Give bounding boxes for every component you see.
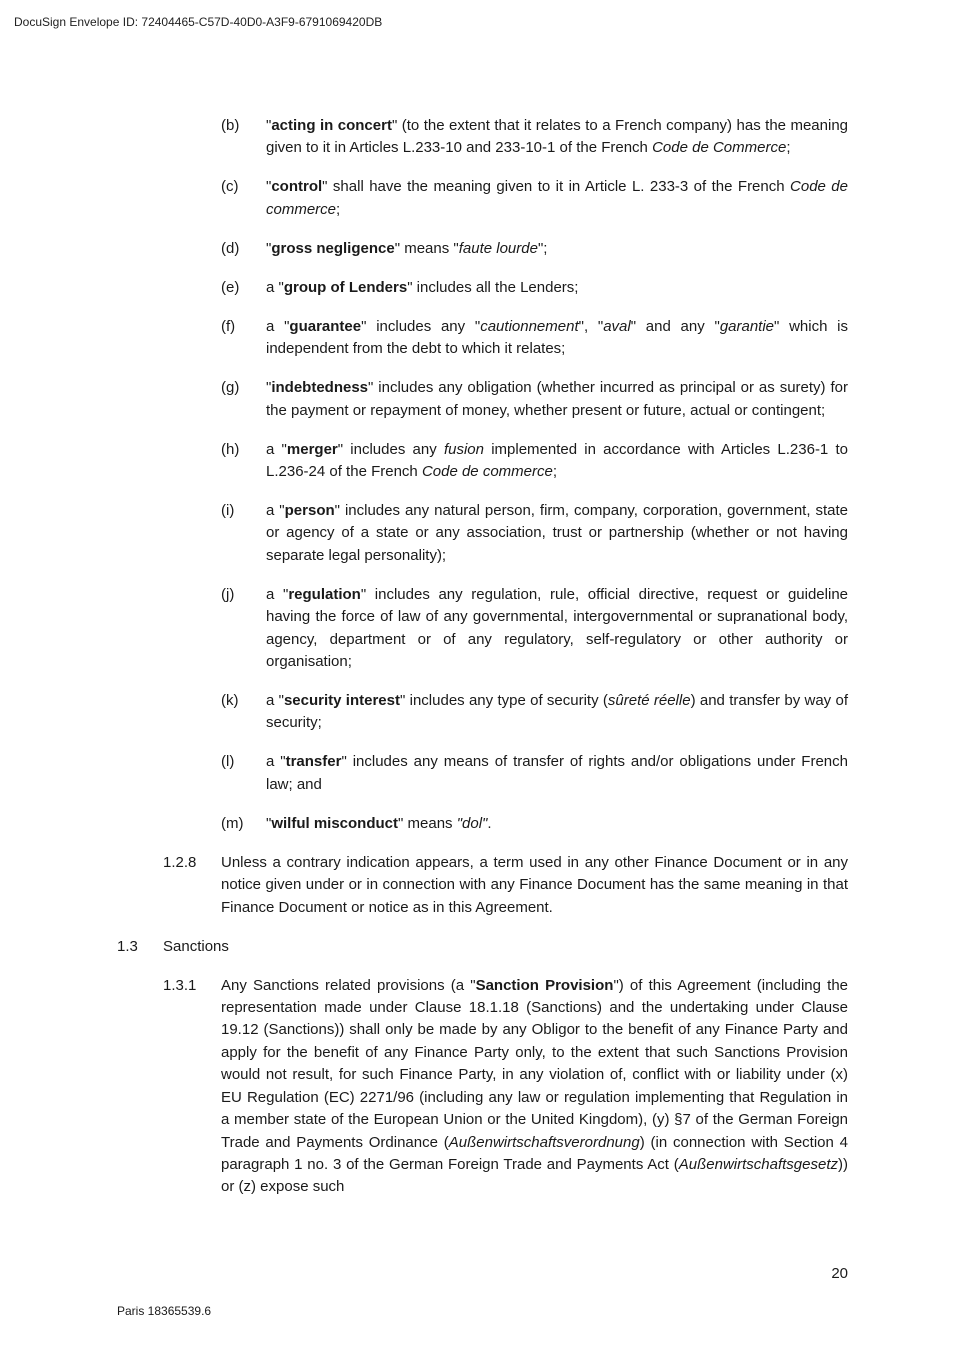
definition-text	[266, 751, 848, 796]
definition-label: (b)	[221, 117, 240, 134]
text-run: ;	[336, 200, 341, 218]
definition-text	[266, 584, 848, 674]
definition-label: (h)	[221, 440, 240, 458]
text-run: " and any "	[630, 317, 720, 335]
definition-text	[266, 277, 848, 299]
definition-label: (i)	[221, 502, 235, 520]
definition-text	[266, 238, 848, 260]
text-run: " includes any natural person, firm, company, corporation, government, state or agency of a state or any association, trust or partnership (whether or not having separate legal personality);	[266, 502, 848, 564]
definition-text	[266, 439, 848, 484]
clause-text: Unless a contrary indication appears, a term used in any other Finance Document or in any notice given under or in connection with any Finance Document has the same meaning in that Finance Document or notice as in this Agreement.	[221, 853, 848, 916]
text-run: "	[266, 239, 272, 257]
text-run: a "	[266, 278, 284, 296]
definition-item	[0, 115, 965, 160]
text-run: )) or (z) expose such	[221, 1155, 848, 1196]
text-run: " means "	[394, 239, 459, 257]
text-run: a "	[266, 502, 285, 520]
definition-text	[266, 176, 848, 221]
section-number: 1.3	[117, 937, 138, 955]
text-run: " which is independent from the debt to which it relates;	[266, 317, 849, 358]
italic-term: Code de commerce	[421, 463, 553, 481]
italic-term: sûreté réelle	[607, 692, 691, 710]
definition-label: (k)	[221, 692, 239, 710]
definition-label: (j)	[221, 585, 235, 603]
italic-term: "dol"	[456, 814, 488, 832]
text-run: " includes any "	[361, 317, 481, 335]
text-run: ) (in connection with Section 4 paragraph 1 no. 3 of the German Foreign Trade and Payments Act (	[221, 1133, 848, 1173]
italic-term: cautionnement	[480, 317, 579, 335]
text-run: ) and transfer by way of security;	[266, 692, 848, 732]
italic-term: garantie	[719, 317, 775, 335]
text-run: "	[266, 379, 272, 397]
definition-item	[0, 277, 965, 299]
text-run: " includes any regulation, rule, official directive, request or guideline having the force of law of any governmental, intergovernmental or supranational body, agency, department or of any regulatory, self-regulatory or other authority or organisation;	[266, 585, 849, 671]
text-run: "	[266, 117, 272, 134]
definition-item	[0, 584, 965, 674]
text-run: a "	[266, 753, 286, 771]
section-heading-sanctions	[0, 936, 965, 958]
defined-term: gross negligence	[271, 239, 395, 257]
section-title: Sanctions	[163, 937, 229, 955]
text-run: a "	[266, 317, 290, 335]
definition-item	[0, 439, 965, 484]
defined-term: Sanction Provision	[475, 976, 614, 994]
text-run: a "	[266, 692, 284, 710]
text-run: a "	[266, 440, 287, 458]
italic-term: Code de commerce	[266, 178, 848, 218]
definition-item	[0, 176, 965, 221]
defined-term: transfer	[285, 753, 342, 771]
definition-item	[0, 238, 965, 260]
definition-item	[0, 500, 965, 567]
defined-term: indebtedness	[271, 379, 369, 397]
text-run: "	[266, 178, 272, 196]
text-run: " (to the extent that it relates to a French company) has the meaning given to it in Articles L.233-10 and 233-10-1 of the French	[266, 117, 849, 157]
defined-term: merger	[286, 440, 338, 458]
defined-term: wilful misconduct	[271, 814, 399, 832]
definition-text	[266, 115, 848, 160]
italic-term: Außenwirtschaftsgesetz	[678, 1155, 838, 1173]
text-run: ", "	[578, 317, 604, 335]
definition-item	[0, 813, 965, 835]
italic-term: Außenwirtschaftsverordnung	[448, 1133, 640, 1151]
page-number: 20	[831, 1265, 848, 1282]
italic-term: fusion	[443, 440, 484, 458]
defined-term: guarantee	[289, 317, 362, 335]
clause-number: 1.2.8	[163, 853, 197, 871]
definition-label: (f)	[221, 317, 236, 335]
definition-label: (l)	[221, 753, 235, 771]
text-run: a "	[266, 585, 289, 603]
text-run: "	[266, 814, 272, 832]
envelope-id: DocuSign Envelope ID: 72404465-C57D-40D0-A3F9-6791069420DB	[14, 15, 383, 29]
text-run: ;	[552, 463, 558, 481]
definition-label: (m)	[221, 814, 244, 832]
text-run: " includes any obligation (whether incurred as principal or as surety) for the payment or repayment of money, whether present or future, actual or contingent;	[266, 379, 848, 419]
italic-term: Code de Commerce	[652, 139, 787, 157]
text-run: .	[487, 814, 492, 832]
definition-item	[0, 377, 965, 422]
definition-text	[266, 377, 848, 422]
defined-term: control	[271, 178, 323, 196]
italic-term: faute lourde	[458, 239, 538, 257]
definitions-list	[0, 115, 965, 835]
text-run: " includes any	[337, 440, 444, 458]
definition-item	[0, 316, 965, 361]
text-run: ") of this Agreement (including the representation made under Clause 18.1.18 (Sanctions) and the undertaking under Clause 19.12 (Sanctions)) shall only be made by any Obligor to the benefit of any Finance Party and apply for the benefit of any Finance Party only, to the extent that such Sanctions Provision would not result, for such Finance Party, in any violation of, conflict with or liability under (x) EU Regulation (EC) 2271/96 (including any law or regulation implementing that Regulation in a member state of the European Union or the United Kingdom), (y) §7 of the German Foreign Trade and Payments Ordinance (	[221, 976, 848, 1151]
defined-term: group of Lenders	[283, 278, 408, 296]
definition-label: (d)	[221, 239, 240, 257]
clause-1-3-1	[0, 975, 965, 1199]
definition-text	[266, 690, 848, 735]
definition-item	[0, 751, 965, 796]
text-run: implemented in accordance with Articles L.236-1 to L.236-24 of the French	[266, 440, 849, 481]
clause-text	[221, 975, 848, 1199]
text-run: " shall have the meaning given to it in Article L. 233-3 of the French	[322, 178, 791, 196]
defined-term: security interest	[283, 692, 400, 710]
text-run: Any Sanctions related provisions (a "	[221, 976, 476, 994]
text-run: " includes any means of transfer of rights and/or obligations under French law; and	[266, 753, 848, 793]
definition-text	[266, 813, 848, 835]
text-run: " includes all the Lenders;	[407, 278, 579, 296]
definition-text	[266, 316, 848, 361]
text-run: ;	[786, 139, 791, 157]
clause-number: 1.3.1	[163, 976, 197, 994]
document-body	[0, 115, 965, 1215]
definition-label: (g)	[221, 379, 240, 397]
defined-term: person	[284, 502, 335, 520]
text-run: " means	[398, 814, 457, 832]
text-run: ";	[537, 239, 548, 257]
clause-1-2-8	[0, 852, 965, 919]
definition-label: (e)	[221, 278, 240, 296]
document-reference: Paris 18365539.6	[117, 1304, 212, 1318]
definition-text	[266, 500, 848, 567]
defined-term: regulation	[288, 585, 361, 603]
defined-term: acting in concert	[271, 117, 392, 134]
italic-term: aval	[603, 317, 631, 335]
definition-label: (c)	[221, 178, 239, 196]
definition-item	[0, 690, 965, 735]
text-run: " includes any type of security (	[400, 692, 608, 710]
